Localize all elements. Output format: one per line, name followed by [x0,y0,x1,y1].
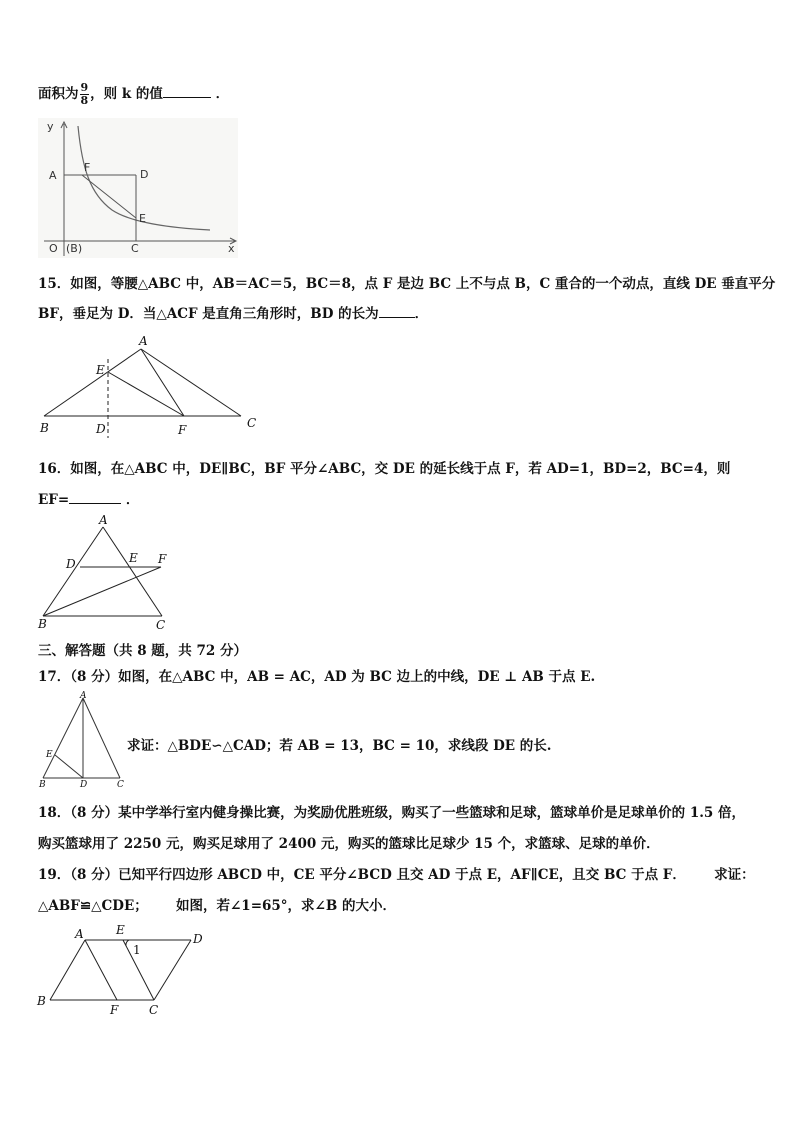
q14-suffix: ，则 k 的值 [90,86,163,102]
q14-fraction [80,82,90,107]
fig19-angle-1-arc-icon [126,940,129,946]
fig14-label-x: x [228,242,235,255]
q15-line2-b: ． [414,306,429,322]
fig17-label-b: B [39,780,46,790]
figure-17 [38,691,133,790]
q19-line2 [38,894,396,914]
q16-line2-b: ． [125,492,140,508]
fig15-label-b: B [40,421,49,435]
q14-frac-den: 8 [80,94,89,107]
q14-prefix: 面积为 [38,86,79,102]
fig16-label-d: D [66,557,76,571]
figure-16 [36,512,176,632]
fig14-label-y: y [47,120,54,133]
q16-answer-blank[interactable] [69,491,121,504]
q16-line1: 16．如图，在△ABC 中，DE∥BC，BF 平分∠ABC，交 DE 的延长线于点 F，若 AD=1，BD=2，BC=4，则 [38,461,731,477]
q15-line1: 15．如图，等腰△ABC 中，AB＝AC＝5，BC＝8，点 F 是边 BC 上不与点 B，C 重合的一个动点，直线 DE 垂直平分 [38,276,776,292]
fig17-perp-de [55,755,83,778]
q17-proof: 求证：△BDE∽△CAD；若 AB = 13，BC = 10，求线段 DE 的长. [127,738,552,754]
fig19-segment-af [85,940,117,1000]
fig15-label-e: E [96,363,105,377]
fig17-label-c: C [117,780,124,790]
fig16-label-a: A [99,513,108,527]
q15-answer-blank[interactable] [379,305,415,318]
fig15-label-c: C [247,416,257,430]
fig19-label-c: C [149,1003,159,1017]
fig19-label-e: E [116,923,125,937]
q19-line1-a: 19．（8 分）已知平行四边形 ABCD 中，CE 平分∠BCD 且交 AD 于点 E，AF∥CE，且交 BC 于点 F． [38,867,686,883]
fig19-label-a: A [75,927,84,941]
fig17-side-ac [83,698,120,778]
q14-end: ． [215,86,230,102]
fig19-side-dc [154,940,191,1000]
q15-line2 [38,302,428,322]
fig14-label-c: C [131,242,139,255]
fig16-line-bf [43,567,161,616]
fig17-label-d: D [80,780,88,790]
fig16-label-c: C [156,618,166,632]
fig19-side-ab [50,940,85,1000]
q18-line2: 购买篮球用了 2250 元，购买足球用了 2400 元，购买的篮球比足球少 15 个，求篮球、足球的单价． [38,836,660,852]
fig15-label-f: F [178,423,187,437]
fig15-segment-af [141,349,184,416]
fig14-label-d: D [140,168,149,181]
q17-line1: 17．（8 分）如图，在△ABC 中，AB = AC，AD 为 BC 边上的中线，DE ⊥ AB 于点 E. [38,669,596,685]
fig16-side-ab [43,527,103,616]
fig16-label-e: E [129,551,138,565]
q14-answer-blank[interactable] [163,85,211,98]
fig17-label-a: A [80,691,87,701]
q19-line2-a: △ABF≌△CDE； [38,898,148,914]
q15-line2-a: BF，垂足为 D．当△ACF 是直角三角形时，BD 的长为 [38,306,379,322]
fig14-bg [38,118,238,258]
fig16-label-b: B [38,617,47,631]
q19-line1-b: 求证： [714,867,755,883]
fig17-label-e: E [46,750,53,760]
q18-line1: 18．（8 分）某中学举行室内健身操比赛，为奖励优胜班级，购买了一些篮球和足球，篮球单价是足球单价的 1.5 倍， [38,805,746,821]
q14-frac-num: 9 [80,81,89,94]
fig15-segment-ef [108,372,184,416]
fig14-label-a: A [49,169,57,182]
q16-line2 [38,488,139,508]
fig16-side-ac [103,527,162,616]
fig15-label-a: A [139,334,148,348]
figure-15 [36,332,266,442]
figure-19 [36,922,216,1017]
q19-line1 [38,863,755,883]
fig14-label-o: O [49,242,58,255]
fig19-label-b: B [37,994,46,1008]
fig19-label-d: D [193,932,203,946]
fig19-label-angle-1: 1 [133,943,141,957]
q16-line2-a: EF= [38,492,70,508]
section3-title: 三、解答题（共 8 题，共 72 分） [38,643,247,659]
fig19-label-f: F [110,1003,119,1017]
figure-14 [38,118,238,258]
fig14-label-e: E [139,212,146,225]
q19-line2-b: 如图，若∠1=65°，求∠B 的大小． [176,898,396,914]
fig14-label-f: F [84,161,91,174]
fig15-side-ac [141,349,241,416]
fig16-label-f: F [158,552,167,566]
q14-tail-line [38,82,229,107]
fig15-label-d: D [96,422,106,436]
fig17-side-ab [43,698,83,778]
fig14-label-b: (B) [66,242,83,255]
